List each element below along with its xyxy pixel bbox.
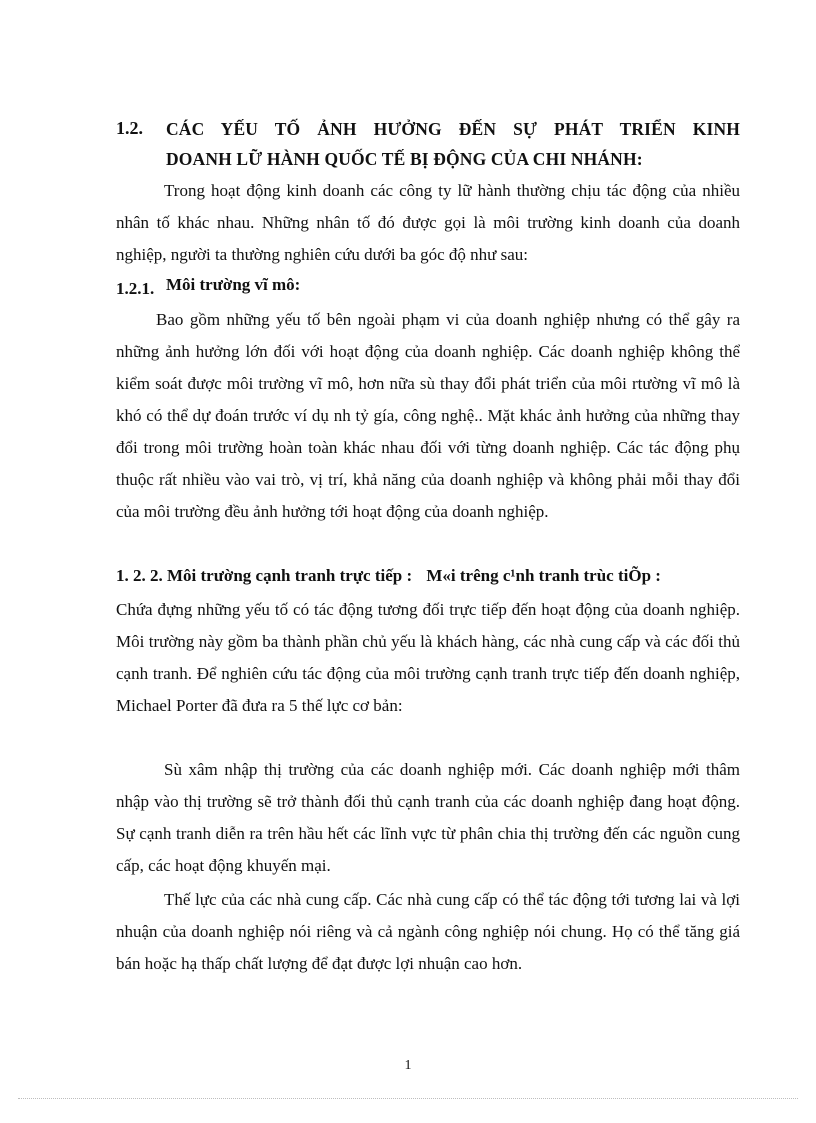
subsection-2-paragraph [116, 594, 740, 722]
section-number: 1.2. [116, 118, 143, 138]
subsection-2-title: 1. 2. 2. Môi trường cạnh tranh trực tiếp : [116, 566, 413, 585]
supplier-power-paragraph [116, 884, 740, 980]
intro-paragraph [116, 175, 740, 271]
new-entrants-paragraph [116, 754, 740, 882]
subsection-1-number: 1.2.1. [116, 279, 155, 298]
section-title [166, 114, 740, 174]
section-title-line1: CÁC YẾU TỐ ẢNH HƯỞNG ĐẾN SỰ PHÁT TRIỂN KINH [166, 119, 740, 139]
new-entrants-text: Sù xâm nhập thị trường của các doanh nghiệp mới. Các doanh nghiệp mới thâm nhập vào thị trường sẽ trở thành đối thủ cạnh tranh của các doanh nghiệp đang hoạt động. Sự cạnh tranh diễn ra trên hầu hết các lĩnh vực từ phân chia thị trường đến các nguồn cung cấp, các hoạt động khuyến mại. [116, 760, 740, 875]
page-number: 1 [404, 1058, 412, 1073]
section-title-line2: DOANH LỮ HÀNH QUỐC TẾ BỊ ĐỘNG CỦA CHI NHÁNH: [166, 149, 643, 169]
supplier-power-text: Thế lực của các nhà cung cấp. Các nhà cung cấp có thể tác động tới tương lai và lợi nhuận của doanh nghiệp nói riêng và cả ngành công nghiệp nói chung. Họ có thể tăng giá bán hoặc hạ thấp chất lượng để đạt được lợi nhuận cao hơn. [116, 890, 740, 973]
page-bottom-border [18, 1098, 798, 1099]
intro-text: Trong hoạt động kinh doanh các công ty lữ hành thường chịu tác động của nhiều nhân tố khác nhau. Những nhân tố đó được gọi là môi trường kinh doanh của doanh nghiệp, người ta thường nghiên cứu dưới ba góc độ như sau: [116, 181, 740, 264]
subsection-2-heading [116, 566, 671, 586]
subsection-1-text: Bao gồm những yếu tố bên ngoài phạm vi của doanh nghiệp nhưng có thể gây ra những ảnh hưởng lớn đối với hoạt động của doanh nghiệp. Các doanh nghiệp không thể kiểm soát được môi trường vĩ mô, hơn nữa sù thay đổi phát triển của môi rtường vĩ mô là khó có thể dự đoán trước ví dụ nh tỷ gía, công nghệ.. Mặt khác ảnh hưởng của những thay đổi trong môi trường hoàn toàn khác nhau đối với từng doanh nghiệp. Các tác động phụ thuộc rất nhiều vào vai trò, vị trí, khả năng của doanh nghiệp và không phải mỗi thay đổi của môi trường đều ảnh hưởng tới hoạt động của doanh nghiệp. [116, 310, 740, 521]
subsection-2-garbled-title: M«i trêng c¹nh tranh trùc tiÕp : [426, 566, 661, 585]
subsection-2-text: Chứa đựng những yếu tố có tác động tương đối trực tiếp đến hoạt động của doanh nghiệp. Môi trường này gồm ba thành phần chủ yếu là khách hàng, các nhà cung cấp và các đối thủ cạnh tranh. Để nghiên cứu tác động của môi trường cạnh tranh trực tiếp đến doanh nghiệp, Michael Porter đã đưa ra 5 thế lực cơ bản: [116, 600, 740, 715]
subsection-1-paragraph [116, 304, 740, 528]
subsection-1-title: Môi trường vĩ mô: [166, 275, 301, 294]
